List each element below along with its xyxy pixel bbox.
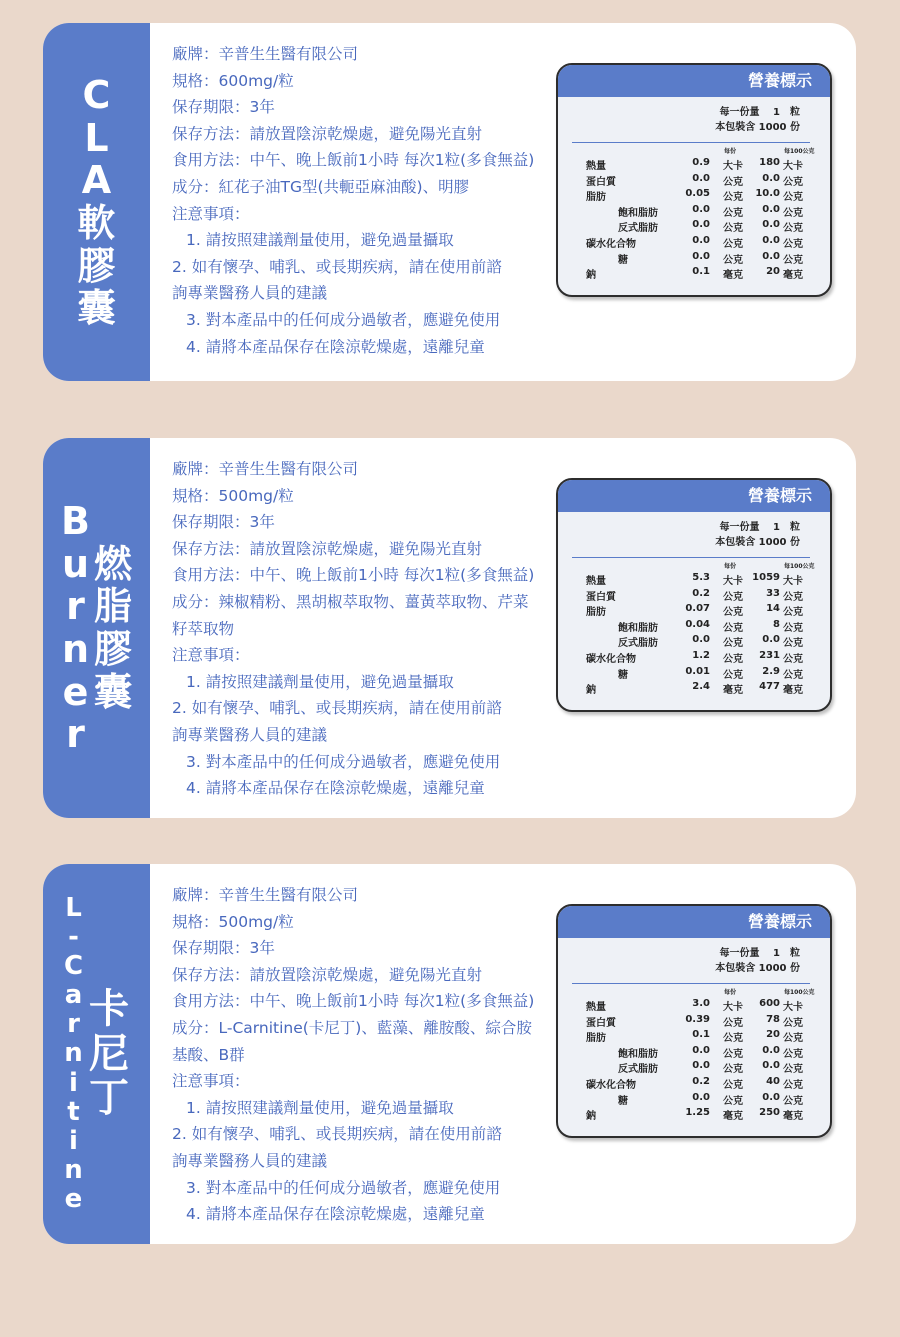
- per-100g-unit: 毫克: [783, 270, 803, 282]
- nutrient-name: 鈉: [586, 270, 596, 282]
- nutrition-row: [558, 650, 830, 666]
- per-serving-value: 0.0: [692, 203, 710, 215]
- per-100g-unit: 公克: [783, 176, 803, 188]
- notes-title: 注意事項：: [172, 646, 250, 665]
- ingredients-line: 成分：辣椒精粉、黑胡椒萃取物、薑黃萃取物、芹菜籽萃取物: [172, 592, 529, 638]
- note-item: 2. 如有懷孕、哺乳、或長期疾病，請在使用前諮詢專業醫務人員的建議: [172, 1125, 502, 1170]
- serving-size: 每一份量 1 粒: [719, 107, 800, 118]
- title-char: i: [69, 1125, 78, 1156]
- product-info: [172, 456, 562, 802]
- per-100g-value: 2.9: [762, 665, 780, 677]
- nutrient-name: 碳水化合物: [586, 1079, 636, 1091]
- per-serving-unit: 毫克: [723, 270, 743, 282]
- title-char: 膠: [93, 627, 132, 671]
- spec-line: 規格：500mg/粒: [172, 912, 294, 931]
- note-item: 1. 請按照建議劑量使用，避免過量攝取: [186, 231, 454, 250]
- title-char: a: [64, 980, 83, 1011]
- nutrition-serving-block: [558, 938, 830, 978]
- nutrient-name: 糖: [618, 669, 628, 681]
- per-serving-unit: 公克: [723, 638, 743, 650]
- per-100g-unit: 公克: [783, 1048, 803, 1060]
- per-100g-value: 0.0: [762, 1091, 780, 1103]
- per-100g-unit: 公克: [783, 238, 803, 250]
- per-100g-unit: 公克: [783, 1095, 803, 1107]
- per-100g-unit: 公克: [783, 653, 803, 665]
- nutrient-name: 反式脂肪: [618, 1064, 658, 1076]
- per-serving-value: 1.25: [685, 1107, 710, 1119]
- nutrient-name: 熱量: [586, 161, 606, 172]
- per-serving-unit: 公克: [723, 223, 743, 235]
- title-char: L: [65, 892, 82, 923]
- per-serving-unit: 公克: [723, 238, 743, 250]
- per-100g-unit: 公克: [783, 1017, 803, 1029]
- per-serving-value: 0.05: [685, 188, 710, 200]
- nutrition-row: [558, 219, 830, 235]
- per-serving-value: 0.0: [692, 1044, 710, 1056]
- per-serving-unit: 毫克: [723, 685, 743, 697]
- brand-line: 廠牌：辛普生生醫有限公司: [172, 886, 359, 904]
- per-100g-value: 0.0: [762, 250, 780, 262]
- per-100g-value: 20: [766, 266, 780, 278]
- per-100g-value: 231: [759, 649, 780, 661]
- per-100g-unit: 公克: [783, 207, 803, 219]
- per-serving-header: 每份: [724, 563, 737, 570]
- shelf-life-line: 保存期限：3年: [172, 513, 275, 532]
- spec-line: 規格：600mg/粒: [172, 71, 294, 90]
- per-100g-value: 14: [766, 603, 780, 615]
- product-info: [172, 41, 562, 360]
- title-char: t: [67, 1096, 80, 1127]
- product-info: [172, 882, 562, 1228]
- nutrient-name: 糖: [618, 1095, 628, 1107]
- per-100g-unit: 公克: [783, 607, 803, 619]
- per-serving-value: 0.0: [692, 219, 710, 231]
- per-100g-header: 每100公克: [784, 989, 815, 996]
- shelf-life-line: 保存期限：3年: [172, 98, 275, 117]
- note-item: 3. 對本產品中的任何成分過敏者，應避免使用: [186, 752, 501, 771]
- per-100g-value: 40: [766, 1075, 780, 1087]
- title-char: u: [61, 541, 90, 586]
- product-card-cla: [43, 23, 856, 381]
- brand-line: 廠牌：辛普生生醫有限公司: [172, 45, 359, 63]
- title-char: 卡: [89, 985, 130, 1032]
- per-serving-unit: 公克: [723, 176, 743, 188]
- nutrition-title: 營養標示: [558, 480, 830, 512]
- nutrition-row: [558, 634, 830, 650]
- per-serving-value: 0.0: [692, 634, 710, 646]
- title-char: n: [64, 1154, 83, 1185]
- servings-per-pack: 本包裝含 1000 份: [715, 537, 800, 548]
- spec-line: 規格：500mg/粒: [172, 486, 294, 505]
- storage-line: 保存方法：請放置陰涼乾燥處，避免陽光直射: [172, 124, 483, 143]
- title-char: A: [81, 158, 112, 203]
- product-title-column: [77, 74, 115, 329]
- per-serving-value: 0.04: [685, 618, 710, 630]
- per-serving-unit: 公克: [723, 622, 743, 634]
- nutrition-rows: [558, 572, 830, 697]
- notes-title: 注意事項：: [172, 1072, 250, 1091]
- nutrition-rows: [558, 157, 830, 282]
- product-title-column: [89, 987, 129, 1121]
- nutrient-name: 蛋白質: [586, 591, 616, 603]
- nutrition-row: [558, 157, 830, 173]
- title-char: 尼: [89, 1030, 130, 1077]
- per-serving-unit: 公克: [723, 669, 743, 681]
- per-serving-unit: 大卡: [723, 161, 743, 172]
- per-100g-unit: 公克: [783, 1064, 803, 1076]
- per-serving-unit: 公克: [723, 1048, 743, 1060]
- nutrition-row: [558, 998, 830, 1014]
- per-serving-unit: 公克: [723, 1033, 743, 1045]
- per-100g-unit: 公克: [783, 254, 803, 266]
- serving-size: 每一份量 1 粒: [719, 948, 800, 959]
- note-item: 4. 請將本產品保存在陰涼乾燥處，遠離兒童: [186, 1205, 485, 1224]
- nutrient-name: 脂肪: [586, 607, 606, 619]
- per-serving-value: 1.2: [692, 649, 710, 661]
- nutrition-row: [558, 1092, 830, 1108]
- nutrient-name: 熱量: [586, 576, 606, 587]
- per-100g-unit: 毫克: [783, 1111, 803, 1123]
- per-serving-value: 0.07: [685, 603, 710, 615]
- divider: [572, 983, 810, 984]
- note-item: 4. 請將本產品保存在陰涼乾燥處，遠離兒童: [186, 779, 485, 798]
- nutrient-name: 飽和脂肪: [618, 1048, 658, 1060]
- note-item: 4. 請將本產品保存在陰涼乾燥處，遠離兒童: [186, 337, 485, 356]
- title-char: 膠: [77, 243, 116, 288]
- storage-line: 保存方法：請放置陰涼乾燥處，避免陽光直射: [172, 965, 483, 984]
- per-serving-value: 0.2: [692, 1075, 710, 1087]
- nutrient-name: 蛋白質: [586, 176, 616, 188]
- nutrition-row: [558, 1029, 830, 1045]
- per-serving-value: 0.39: [685, 1013, 710, 1025]
- note-item: 3. 對本產品中的任何成分過敏者，應避免使用: [186, 1178, 501, 1197]
- title-char: n: [64, 1038, 83, 1069]
- per-serving-header: 每份: [724, 989, 737, 996]
- servings-per-pack: 本包裝含 1000 份: [715, 963, 800, 974]
- nutrition-rows: [558, 998, 830, 1123]
- usage-line: 食用方法：中午、晚上飯前1小時 每次1粒(多食無益): [172, 566, 535, 585]
- per-serving-value: 0.01: [685, 665, 710, 677]
- nutrient-name: 碳水化合物: [586, 238, 636, 250]
- nutrition-row: [558, 666, 830, 682]
- nutrition-label: [556, 63, 832, 297]
- nutrition-row: [558, 1060, 830, 1076]
- per-serving-value: 0.9: [692, 157, 710, 168]
- ingredients-line: 成分：L-Carnitine(卡尼丁)、藍藻、離胺酸、綜合胺基酸、B群: [172, 1018, 532, 1064]
- per-serving-value: 0.0: [692, 1060, 710, 1072]
- per-100g-unit: 大卡: [783, 161, 803, 172]
- per-100g-value: 0.0: [762, 1060, 780, 1072]
- nutrient-name: 鈉: [586, 685, 596, 697]
- per-100g-value: 0.0: [762, 219, 780, 231]
- per-serving-value: 0.2: [692, 587, 710, 599]
- note-item: 2. 如有懷孕、哺乳、或長期疾病，請在使用前諮詢專業醫務人員的建議: [172, 257, 502, 303]
- title-char: 脂: [93, 584, 132, 629]
- per-100g-unit: 公克: [783, 669, 803, 681]
- nutrient-name: 反式脂肪: [618, 223, 658, 235]
- nutrition-title: 營養標示: [558, 906, 830, 938]
- notes-title: 注意事項：: [172, 204, 250, 223]
- product-title-bar: [43, 23, 150, 381]
- nutrition-row: [558, 619, 830, 635]
- product-title-bar: [43, 438, 150, 818]
- per-100g-header: 每100公克: [784, 563, 815, 570]
- per-100g-value: 0.0: [762, 203, 780, 215]
- per-serving-unit: 公克: [723, 207, 743, 219]
- nutrition-row: [558, 588, 830, 604]
- per-serving-value: 0.0: [692, 250, 710, 262]
- title-char: r: [66, 584, 85, 629]
- product-title-column: [61, 500, 90, 755]
- per-serving-unit: 公克: [723, 1095, 743, 1107]
- nutrient-name: 熱量: [586, 1002, 606, 1013]
- title-char: B: [61, 499, 90, 544]
- per-100g-value: 477: [759, 681, 780, 693]
- per-serving-unit: 公克: [723, 591, 743, 603]
- nutrition-label: [556, 478, 832, 712]
- nutrition-row: [558, 572, 830, 588]
- product-card-burner: [43, 438, 856, 818]
- title-char: r: [67, 1009, 80, 1040]
- product-title-bar: [43, 864, 150, 1244]
- nutrient-name: 糖: [618, 254, 628, 266]
- nutrient-name: 飽和脂肪: [618, 207, 658, 219]
- note-item: 3. 對本產品中的任何成分過敏者，應避免使用: [186, 310, 501, 329]
- per-100g-value: 8: [773, 618, 780, 630]
- nutrition-row: [558, 173, 830, 189]
- per-100g-value: 33: [766, 587, 780, 599]
- title-char: r: [66, 712, 85, 757]
- nutrition-label: [556, 904, 832, 1138]
- per-100g-value: 78: [766, 1013, 780, 1025]
- per-100g-unit: 公克: [783, 638, 803, 650]
- per-100g-value: 600: [759, 998, 780, 1009]
- per-100g-unit: 公克: [783, 1079, 803, 1091]
- title-char: C: [82, 73, 111, 118]
- nutrition-row: [558, 235, 830, 251]
- per-100g-unit: 大卡: [783, 576, 803, 587]
- nutrition-row: [558, 266, 830, 282]
- title-char: i: [69, 1067, 78, 1098]
- per-serving-value: 3.0: [692, 998, 710, 1009]
- per-100g-value: 0.0: [762, 234, 780, 246]
- nutrient-name: 脂肪: [586, 1033, 606, 1045]
- usage-line: 食用方法：中午、晚上飯前1小時 每次1粒(多食無益): [172, 992, 535, 1011]
- per-serving-value: 0.1: [692, 266, 710, 278]
- nutrition-row: [558, 188, 830, 204]
- nutrition-row: [558, 1045, 830, 1061]
- nutrient-name: 脂肪: [586, 192, 606, 204]
- title-char: 燃: [93, 541, 132, 586]
- per-100g-value: 250: [759, 1107, 780, 1119]
- per-100g-unit: 毫克: [783, 685, 803, 697]
- per-serving-unit: 公克: [723, 1064, 743, 1076]
- nutrition-row: [558, 603, 830, 619]
- nutrition-serving-block: [558, 97, 830, 137]
- per-100g-value: 0.0: [762, 1044, 780, 1056]
- title-char: n: [61, 627, 90, 671]
- title-char: 囊: [77, 286, 116, 331]
- nutrient-name: 飽和脂肪: [618, 622, 658, 634]
- title-char: e: [62, 669, 89, 714]
- per-100g-value: 10.0: [755, 188, 780, 200]
- per-serving-unit: 大卡: [723, 576, 743, 587]
- per-100g-value: 1059: [752, 572, 780, 583]
- divider: [572, 142, 810, 143]
- title-char: 丁: [89, 1075, 130, 1122]
- storage-line: 保存方法：請放置陰涼乾燥處，避免陽光直射: [172, 539, 483, 558]
- note-item: 1. 請按照建議劑量使用，避免過量攝取: [186, 1098, 454, 1117]
- servings-per-pack: 本包裝含 1000 份: [715, 122, 800, 133]
- per-serving-unit: 公克: [723, 653, 743, 665]
- note-item: 2. 如有懷孕、哺乳、或長期疾病，請在使用前諮詢專業醫務人員的建議: [172, 699, 502, 744]
- per-serving-value: 5.3: [692, 572, 710, 583]
- per-serving-unit: 大卡: [723, 1002, 743, 1013]
- brand-line: 廠牌：辛普生生醫有限公司: [172, 460, 359, 478]
- note-item: 1. 請按照建議劑量使用，避免過量攝取: [186, 672, 454, 691]
- product-card-l-carnitine: [43, 864, 856, 1244]
- per-100g-value: 0.0: [762, 172, 780, 184]
- title-char: -: [68, 922, 79, 952]
- nutrition-row: [558, 204, 830, 220]
- per-100g-value: 180: [759, 157, 780, 168]
- per-100g-value: 0.0: [762, 634, 780, 646]
- per-serving-value: 0.0: [692, 234, 710, 246]
- nutrient-name: 鈉: [586, 1111, 596, 1123]
- per-serving-unit: 公克: [723, 192, 743, 204]
- per-100g-unit: 大卡: [783, 1002, 803, 1013]
- per-100g-unit: 公克: [783, 622, 803, 634]
- title-char: L: [84, 115, 109, 160]
- nutrient-name: 反式脂肪: [618, 638, 658, 650]
- serving-size: 每一份量 1 粒: [719, 522, 800, 533]
- per-serving-unit: 公克: [723, 1017, 743, 1029]
- per-serving-value: 0.0: [692, 1091, 710, 1103]
- product-title-column: [94, 543, 132, 713]
- title-char: C: [63, 951, 84, 982]
- nutrient-name: 碳水化合物: [586, 653, 636, 665]
- nutrient-name: 蛋白質: [586, 1017, 616, 1029]
- nutrition-row: [558, 1014, 830, 1030]
- nutrition-row: [558, 681, 830, 697]
- per-serving-value: 0.0: [692, 172, 710, 184]
- per-serving-unit: 公克: [723, 607, 743, 619]
- per-serving-value: 2.4: [692, 681, 710, 693]
- title-char: e: [64, 1183, 83, 1214]
- usage-line: 食用方法：中午、晚上飯前1小時 每次1粒(多食無益): [172, 151, 535, 170]
- per-100g-unit: 公克: [783, 223, 803, 235]
- per-100g-unit: 公克: [783, 1033, 803, 1045]
- per-serving-header: 每份: [724, 148, 737, 155]
- per-100g-unit: 公克: [783, 591, 803, 603]
- nutrition-row: [558, 1076, 830, 1092]
- nutrition-row: [558, 1107, 830, 1123]
- per-serving-unit: 公克: [723, 1079, 743, 1091]
- per-100g-header: 每100公克: [784, 148, 815, 155]
- per-serving-value: 0.1: [692, 1029, 710, 1041]
- nutrition-title: 營養標示: [558, 65, 830, 97]
- per-100g-unit: 公克: [783, 192, 803, 204]
- shelf-life-line: 保存期限：3年: [172, 939, 275, 958]
- ingredients-line: 成分：紅花子油TG型(共軛亞麻油酸)、明膠: [172, 177, 470, 196]
- divider: [572, 557, 810, 558]
- title-char: 囊: [93, 669, 132, 714]
- per-serving-unit: 毫克: [723, 1111, 743, 1123]
- nutrition-serving-block: [558, 512, 830, 552]
- nutrition-row: [558, 251, 830, 267]
- per-serving-unit: 公克: [723, 254, 743, 266]
- per-100g-value: 20: [766, 1029, 780, 1041]
- title-char: 軟: [77, 201, 116, 245]
- product-title-column: [64, 894, 83, 1214]
